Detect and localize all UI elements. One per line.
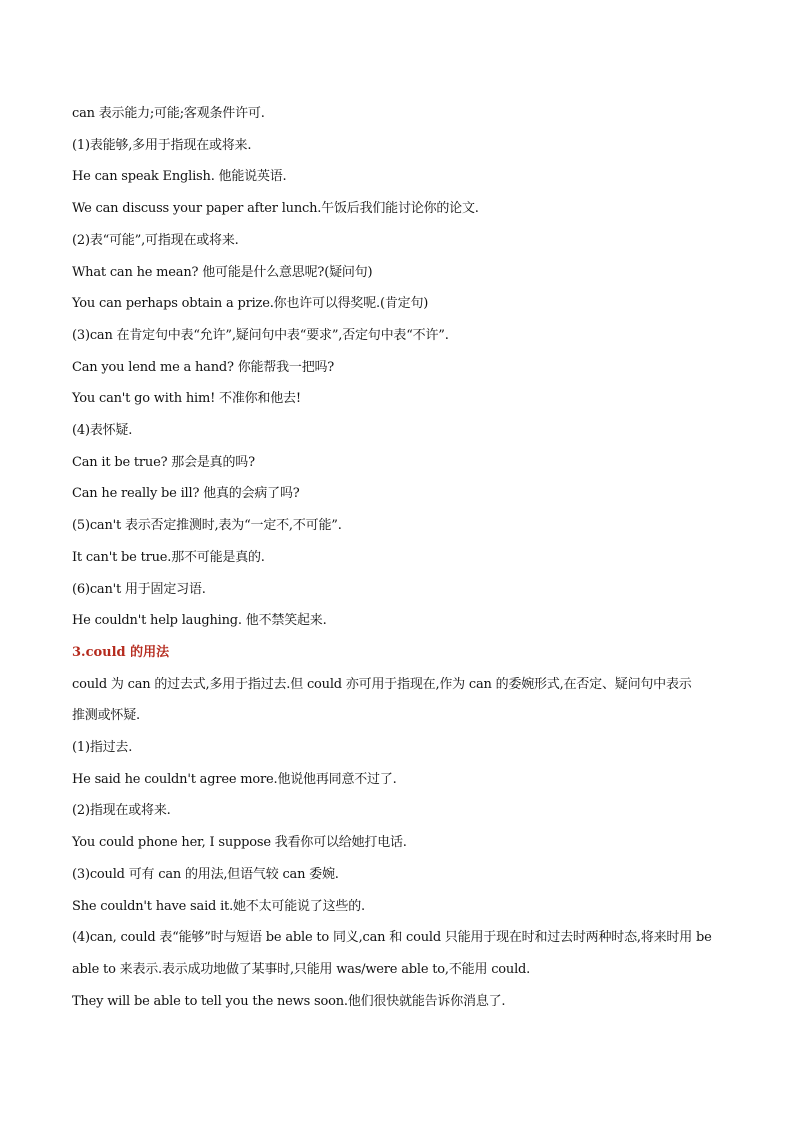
paragraph-can-point-4: (4)表怀疑. xyxy=(72,423,133,439)
example-sentence: Can you lend me a hand? 你能帮我一把吗? xyxy=(72,359,335,375)
paragraph-could-point-2: (2)指现在或将来. xyxy=(72,803,171,819)
document-body xyxy=(72,98,726,1017)
paragraph-can-point-3: (3)can 在肯定句中表“允许”,疑问句中表“要求”,否定句中表“不许”. xyxy=(72,327,449,343)
example-sentence: She couldn't have said it.她不太可能说了这些的. xyxy=(72,898,365,914)
example-sentence: Can he really be ill? 他真的会病了吗? xyxy=(72,486,300,502)
example-sentence: We can discuss your paper after lunch.午饭后我们能讨论你的论文. xyxy=(72,201,479,217)
paragraph-can-point-6: (6)can't 用于固定习语. xyxy=(72,581,206,597)
paragraph-could-point-1: (1)指过去. xyxy=(72,740,133,756)
example-sentence: He can speak English. 他能说英语. xyxy=(72,169,287,185)
example-sentence: You can't go with him! 不准你和他去! xyxy=(72,391,301,407)
paragraph-could-point-4: (4)can, could 表“能够”时与短语 be able to 同义,can 和 could 只能用于现在时和过去时两种时态,将来时用 be xyxy=(72,930,712,946)
example-sentence: He couldn't help laughing. 他不禁笑起来. xyxy=(72,613,327,629)
paragraph-can-overview: can 表示能力;可能;客观条件许可. xyxy=(72,106,265,121)
paragraph-could-point-4-cont: able to 来表示.表示成功地做了某事时,只能用 was/were able to,不能用 could. xyxy=(72,961,531,977)
example-sentence: You can perhaps obtain a prize.你也许可以得奖呢.(肯定句) xyxy=(72,296,429,312)
example-sentence: He said he couldn't agree more.他说他再同意不过了. xyxy=(72,771,397,787)
section-heading-could: 3.could 的用法 xyxy=(72,644,170,660)
example-sentence: What can he mean? 他可能是什么意思呢?(疑问句) xyxy=(72,264,373,280)
paragraph-could-overview: could 为 can 的过去式,多用于指过去.但 could 亦可用于指现在,作为 can 的委婉形式,在否定、疑问句中表示 xyxy=(72,676,692,692)
example-sentence: Can it be true? 那会是真的吗? xyxy=(72,454,255,470)
paragraph-can-point-2: (2)表“可能”,可指现在或将来. xyxy=(72,232,239,248)
paragraph-can-point-5: (5)can't 表示否定推测时,表为“一定不,不可能”. xyxy=(72,518,342,534)
paragraph-can-point-1: (1)表能够,多用于指现在或将来. xyxy=(72,137,252,153)
paragraph-could-overview-cont: 推测或怀疑. xyxy=(72,708,140,724)
example-sentence: You could phone her, I suppose 我看你可以给她打电话. xyxy=(72,835,407,851)
example-sentence: They will be able to tell you the news soon.他们很快就能告诉你消息了. xyxy=(72,993,506,1009)
paragraph-could-point-3: (3)could 可有 can 的用法,但语气较 can 委婉. xyxy=(72,866,339,882)
example-sentence: It can't be true.那不可能是真的. xyxy=(72,549,265,565)
